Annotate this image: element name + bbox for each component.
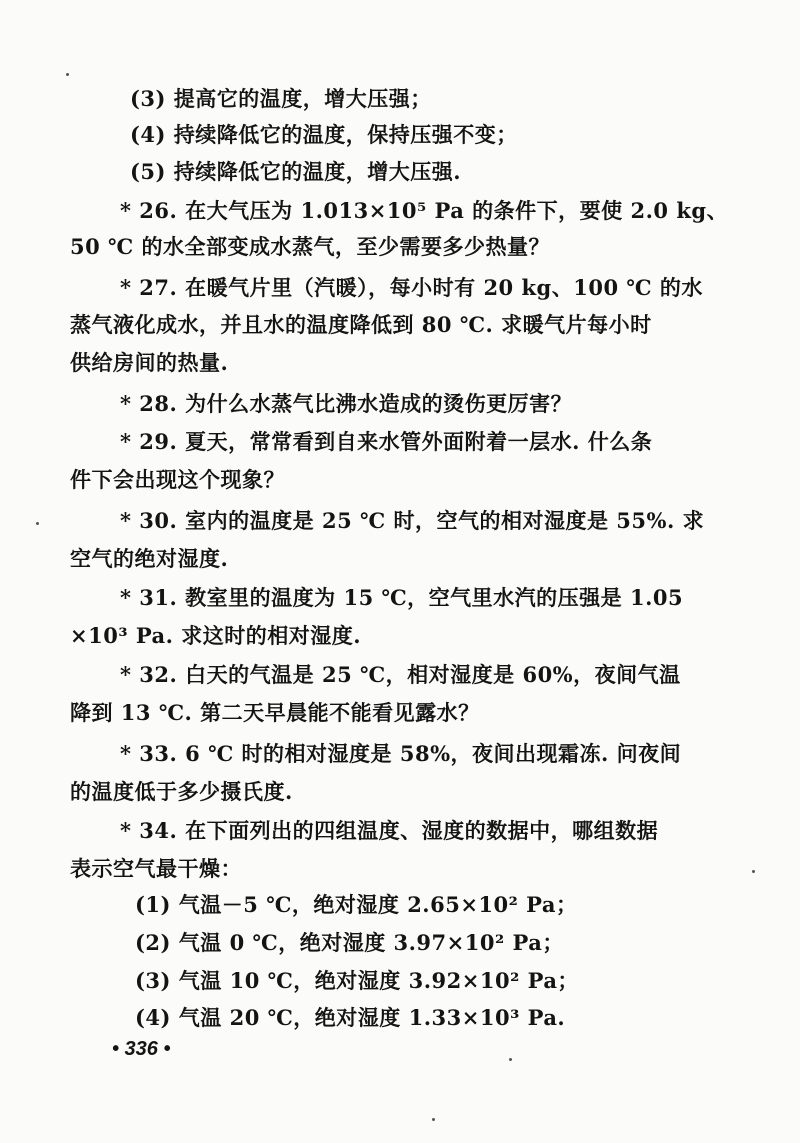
problem-text: 在大气压为 1.013×10⁵ Pa 的条件下，要使 2.0 kg、 [185, 198, 729, 223]
problem-text-cont: 空气的绝对湿度. [70, 546, 229, 571]
option-label: (2) [135, 930, 171, 955]
problem-number: * 28. [120, 391, 178, 416]
page-number: • 336 • [112, 1038, 171, 1060]
problem-text-cont: 件下会出现这个现象？ [70, 467, 285, 492]
problem-28 [120, 390, 572, 418]
option-5 [130, 158, 461, 186]
problem-text: 教室里的温度为 15 ℃，空气里水汽的压强是 1.05 [185, 585, 684, 610]
problem-text: 室内的温度是 25 ℃ 时，空气的相对湿度是 55%. 求 [185, 508, 705, 533]
problem-text-cont: 的温度低于多少摄氏度. [70, 779, 293, 804]
problem-text: 夏天，常常看到自来水管外面附着一层水. 什么条 [185, 429, 653, 454]
problem-30 [120, 507, 704, 535]
option-text: 提高它的温度，增大压强； [173, 86, 432, 111]
option-text: 持续降低它的温度，保持压强不变； [173, 122, 518, 147]
option-label: (5) [130, 159, 166, 184]
option-label: (1) [135, 892, 171, 917]
problem-text-cont: 蒸气液化成水，并且水的温度降低到 80 ℃. 求暖气片每小时 [70, 312, 652, 337]
option-text: 气温－5 ℃，绝对湿度 2.65×10² Pa； [178, 892, 578, 917]
problem-29 [120, 428, 652, 456]
problem-34 [120, 817, 658, 845]
option-3 [130, 85, 432, 113]
problem-33 [120, 740, 681, 768]
option-text: 持续降低它的温度，增大压强. [173, 159, 462, 184]
problem-text: 白天的气温是 25 ℃，相对湿度是 60%，夜间气温 [185, 662, 681, 687]
option-text: 气温 10 ℃，绝对湿度 3.92×10² Pa； [178, 968, 579, 993]
problem-number: * 32. [120, 662, 178, 687]
problem-text: 为什么水蒸气比沸水造成的烫伤更厉害？ [185, 391, 573, 416]
option-label: (4) [135, 1005, 171, 1030]
problem-text: 在下面列出的四组温度、湿度的数据中，哪组数据 [185, 818, 659, 843]
problem-number: * 27. [120, 275, 178, 300]
problem-text-cont: ×10³ Pa. 求这时的相对湿度. [70, 623, 362, 648]
problem-26 [120, 197, 728, 225]
scan-speck [36, 522, 39, 525]
problem-text-cont: 供给房间的热量. [70, 350, 229, 375]
problem-text: 6 ℃ 时的相对湿度是 58%，夜间出现霜冻. 问夜间 [185, 741, 682, 766]
option-text: 气温 0 ℃，绝对湿度 3.97×10² Pa； [178, 930, 564, 955]
problem-27 [120, 274, 703, 302]
problem-text-cont: 50 ℃ 的水全部变成水蒸气，至少需要多少热量？ [70, 234, 551, 259]
problem-text-cont: 表示空气最干燥： [70, 856, 242, 881]
problem-number: * 30. [120, 508, 178, 533]
problem-number: * 33. [120, 741, 178, 766]
option-34-1 [135, 891, 578, 919]
problem-number: * 34. [120, 818, 178, 843]
problem-31 [120, 584, 683, 612]
problem-32 [120, 661, 681, 689]
scan-speck [509, 1058, 512, 1061]
problem-number: * 29. [120, 429, 178, 454]
scan-speck [66, 73, 69, 76]
problem-text: 在暖气片里（汽暖），每小时有 20 kg、100 ℃ 的水 [185, 275, 703, 300]
option-label: (3) [135, 968, 171, 993]
option-4 [130, 121, 518, 149]
problem-number: * 31. [120, 585, 178, 610]
option-label: (3) [130, 86, 166, 111]
option-34-4 [135, 1004, 565, 1032]
option-34-3 [135, 967, 579, 995]
option-34-2 [135, 929, 564, 957]
scan-speck [432, 1118, 435, 1121]
problem-text-cont: 降到 13 ℃. 第二天早晨能不能看见露水？ [70, 700, 480, 725]
option-text: 气温 20 ℃，绝对湿度 1.33×10³ Pa. [178, 1005, 566, 1030]
scan-speck [752, 870, 755, 873]
problem-number: * 26. [120, 198, 178, 223]
option-label: (4) [130, 122, 166, 147]
